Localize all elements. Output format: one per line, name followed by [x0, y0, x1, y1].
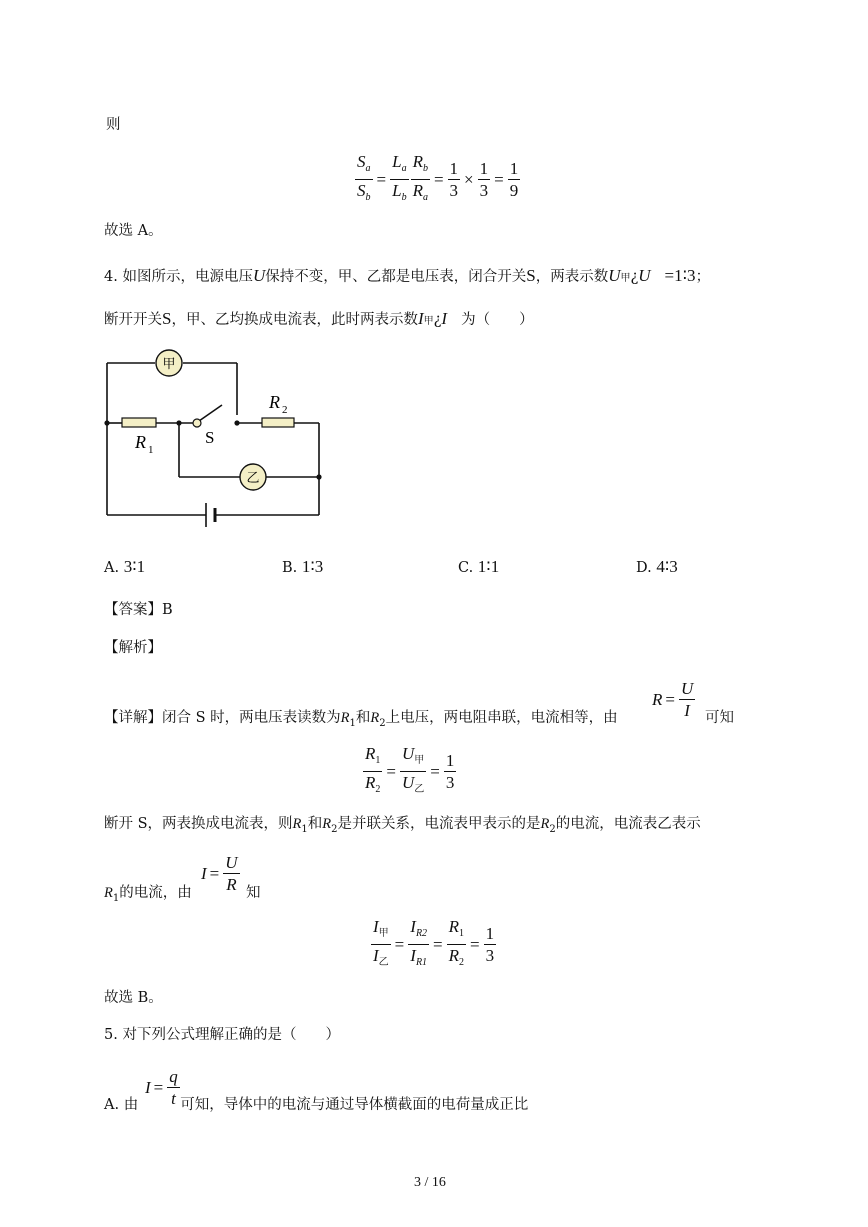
option-b[interactable]: B. 1∶3 — [282, 557, 324, 576]
text-ze: 则 — [106, 117, 121, 133]
q5-option-a[interactable]: A. 由 可知，导体中的电流与通过导体横截面的电荷量成正比 — [104, 1097, 529, 1113]
text-guxuan-a: 故选 A。 — [104, 223, 163, 239]
junction-dot — [104, 420, 109, 425]
junction-dot — [316, 474, 321, 479]
detail-line1: 【详解】闭合 S 时，两电压表读数为$R_1$和$R_2$上电压，两电阻串联，电流相等，由 — [104, 710, 618, 729]
formula-r-u-over-i: R = $\frac{U}{I}$ — [652, 679, 694, 720]
meter-jia-label: 甲 — [162, 357, 176, 372]
junction-dot — [176, 420, 181, 425]
equation-area-ratio: $\frac{S_a}{S_b}$ = $\frac{L_a}{L_b}$ $\frac{R_b}{R_a}$ = $\frac{1}{3}$ × $\frac{1}{3}$ = $\frac{1}{9}$ — [357, 152, 519, 203]
r2-sub: 2 — [282, 404, 288, 416]
detail-zhi: 知 — [246, 885, 261, 901]
option-d[interactable]: D. 4∶3 — [636, 557, 678, 576]
formula-i-q-over-t: I = $\frac{q}{t}$ — [145, 1067, 178, 1108]
r1-sub: 1 — [148, 444, 154, 456]
equation-current-ratio: $\frac{I_甲}{I_乙}$ = $\frac{I_{R2}}{I_{R1}}$ = $\frac{R_1}{R_2}$ = $\frac{1}{3}$ — [373, 917, 495, 968]
switch-contact — [193, 419, 201, 427]
formula-i-u-over-r: I = $\frac{U}{R}$ — [201, 853, 238, 894]
switch-label: S — [205, 428, 215, 447]
option-a[interactable]: A. 3∶1 — [104, 557, 146, 576]
circuit-diagram — [100, 345, 330, 535]
option-c[interactable]: C. 1∶1 — [458, 557, 500, 576]
junction-dot — [234, 420, 239, 425]
text-guxuan-b: 故选 B。 — [104, 990, 163, 1006]
resistor-r1 — [122, 418, 156, 427]
resistor-r2 — [262, 418, 294, 427]
r2-label: R — [269, 392, 280, 412]
meter-yi-label: 乙 — [246, 471, 260, 486]
q4-line1: 4. 如图所示，电源电压U保持不变，甲、乙都是电压表，闭合开关S，两表示数U甲¿U =1∶3； — [104, 266, 711, 285]
q5-title: 5. 对下列公式理解正确的是（ ） — [104, 1027, 340, 1043]
r1-label: R — [135, 432, 146, 452]
detail-line3: $R_1$的电流，由 — [104, 885, 192, 904]
answer-label: 【答案】B — [104, 602, 173, 618]
detail-line2: 断开 S，两表换成电流表，则$R_1$和$R_2$是并联关系，电流表甲表示的是$R_2$的电流，电流表乙表示 — [104, 816, 701, 835]
equation-voltage-ratio: $\frac{R_1}{R_2}$ = $\frac{U_甲}{U_乙}$ = $\frac{1}{3}$ — [365, 744, 455, 795]
q4-line2: 断开开关S，甲、乙均换成电流表，此时两表示数I甲¿I 为（ ） — [104, 309, 534, 328]
analysis-label: 【解析】 — [104, 640, 162, 656]
detail-kezhi: 可知 — [705, 710, 734, 726]
page-number: 3 / 16 — [414, 1175, 446, 1190]
